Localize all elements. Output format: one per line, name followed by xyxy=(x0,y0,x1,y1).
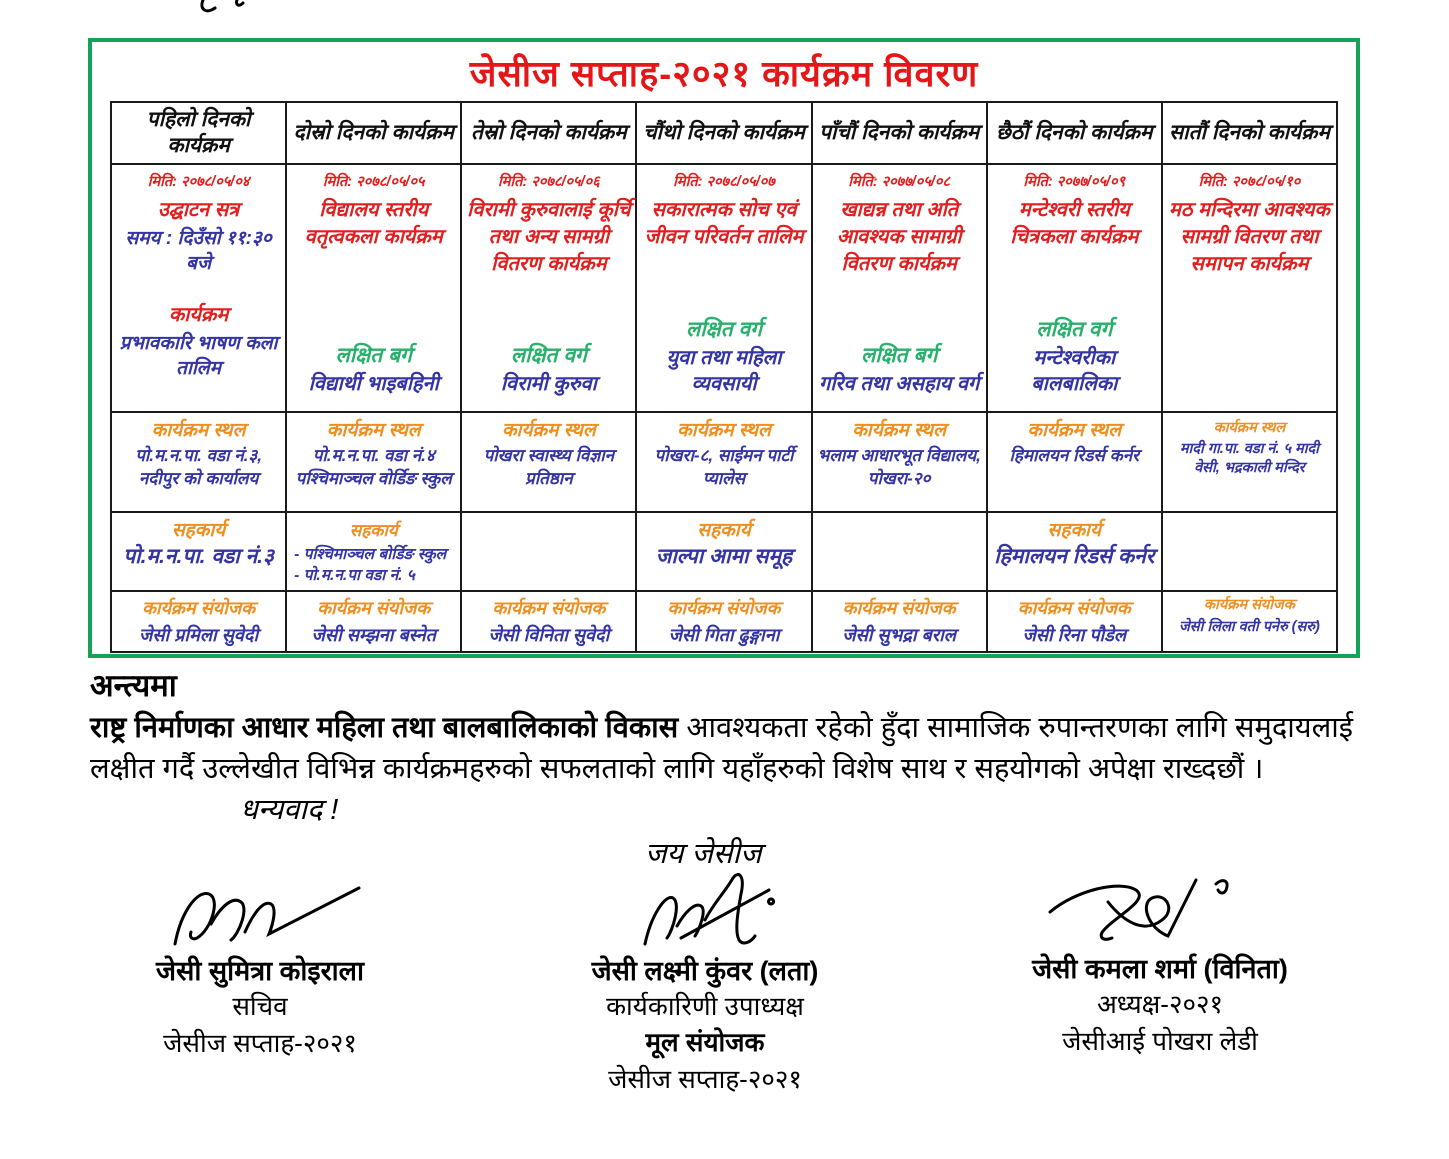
coordinator-day7: जेसी लिला वती पनेरु (सरु) xyxy=(1179,619,1320,635)
venue-label-day1: कार्यक्रम स्थल xyxy=(151,420,246,441)
venue-label-day6: कार्यक्रम स्थल xyxy=(1027,420,1122,441)
signature-block-vice-president xyxy=(515,868,895,1098)
coord-cell-day1 xyxy=(111,591,286,652)
coord-cell-day2 xyxy=(286,591,461,652)
coord-label-day5: कार्यक्रम संयोजक xyxy=(842,598,956,618)
collab-day2-line2: - पो.म.न.पा वडा नं. ५ xyxy=(294,567,415,584)
program-time-day1: समय : दिउँसो ११:३० बजे xyxy=(125,228,272,274)
coord-cell-day5 xyxy=(812,591,987,652)
signer-org-2: जेसीज सप्ताह-२०२१ xyxy=(608,1064,802,1094)
scan-cutoff-mark xyxy=(185,0,255,16)
closing-paragraph-rest: आवश्यकता रहेको हुँदा सामाजिक रुपान्तरणका लागि समुदायलाई लक्षीत गर्दै उल्लेखीत विभिन्न कार्यक्रमहरुको सफलताको लागि यहाँहरुको विशेष साथ र सहयोगको अपेक्षा राख्दछौं । xyxy=(90,712,1354,785)
venue-label-day4: कार्यक्रम स्थल xyxy=(677,420,771,441)
coord-cell-day7 xyxy=(1162,591,1337,652)
day-header-6: छैठौं दिनको कार्यक्रम xyxy=(996,121,1153,144)
venue-row xyxy=(111,412,1337,512)
signer-name-2: जेसी लक्ष्मी कुंवर (लता) xyxy=(591,956,819,986)
collab-label-day2: सहकार्य xyxy=(349,521,398,540)
collab-day2-line1: - पश्चिमाञ्चल बोर्डिङ स्कुल xyxy=(294,546,447,563)
schedule-frame xyxy=(88,38,1360,658)
venue-cell-day4 xyxy=(636,412,811,512)
target-day2: विद्यार्थी भाइबहिनी xyxy=(308,373,439,395)
collab-cell-day4 xyxy=(636,512,811,591)
closing-section xyxy=(90,664,1358,872)
header-row xyxy=(111,102,1337,164)
coord-label-day7: कार्यक्रम संयोजक xyxy=(1203,597,1295,613)
coord-label-day4: कार्यक्रम संयोजक xyxy=(667,598,781,618)
coordinator-day1: जेसी प्रमिला सुवेदी xyxy=(139,625,259,645)
jai-jaycees-text: जय जेसीज xyxy=(645,838,762,870)
target-label-day4: लक्षित वर्ग xyxy=(685,318,763,341)
signer-name-1: जेसी सुमित्रा कोइराला xyxy=(156,956,364,986)
day-header-3: तेस्रो दिनको कार्यक्रम xyxy=(470,121,627,144)
target-label-day5: लक्षित बर्ग xyxy=(860,344,938,367)
page-title: जेसीज सप्ताह-२०२१ कार्यक्रम विवरण xyxy=(469,53,979,94)
coord-label-day2: कार्यक्रम संयोजक xyxy=(317,598,431,618)
coordinator-day4: जेसी गिता ढुङ्गाना xyxy=(668,625,780,645)
target-label-day3: लक्षित वर्ग xyxy=(510,344,587,367)
target-day6: मन्टेश्वरीका बालबालिका xyxy=(1031,347,1118,395)
signer-name-3: जेसी कमला शर्मा (विनिता) xyxy=(1032,954,1288,984)
collab-label-day6: सहकार्य xyxy=(1047,520,1101,541)
target-day3: विरामी कुरुवा xyxy=(500,373,597,395)
collab-label-day1: सहकार्य xyxy=(171,520,226,541)
closing-paragraph-bold: राष्ट्र निर्माणका आधार महिला तथा बालबालिकाको विकास xyxy=(90,712,679,744)
day-header-1: पहिलो दिनको कार्यक्रम xyxy=(146,108,251,157)
program-day5: खाद्यन्न तथा अति आवश्यक सामाग्री वितरण कार्यक्रम xyxy=(836,199,962,275)
program-cell-day1 xyxy=(111,164,286,412)
signature-mark-2 xyxy=(585,868,825,954)
collab-cell-day1 xyxy=(111,512,286,591)
collab-cell-day7 xyxy=(1162,512,1337,591)
signer-role-1: सचिव xyxy=(232,991,288,1021)
signature-block-secretary xyxy=(95,878,425,1062)
collab-label-day4: सहकार्य xyxy=(697,520,751,541)
collab-day6: हिमालयन रिडर्स कर्नर xyxy=(994,545,1155,568)
date-day7: मिति: २०७८/०५/१० xyxy=(1198,174,1301,190)
target-label-day2: लक्षित बर्ग xyxy=(335,344,412,367)
coord-cell-day3 xyxy=(461,591,636,652)
thanks-text: धन्यवाद ! xyxy=(240,794,339,826)
program-day4: सकारात्मक सोच एवं जीवन परिवर्तन तालिम xyxy=(644,199,804,248)
closing-heading: अन्त्यमा xyxy=(90,668,177,703)
target-day5: गरिव तथा असहाय वर्ग xyxy=(818,373,980,395)
coord-label-day3: कार्यक्रम संयोजक xyxy=(492,598,606,618)
venue-cell-day6 xyxy=(987,412,1162,512)
coordinator-day3: जेसी विनिता सुवेदी xyxy=(488,625,610,645)
coord-label-day1: कार्यक्रम संयोजक xyxy=(142,598,256,618)
day-header-4: चौंथो दिनको कार्यक्रम xyxy=(643,121,805,144)
program-desc-day1: प्रभावकारि भाषण कला तालिम xyxy=(119,333,278,379)
venue-label-day7: कार्यक्रम स्थल xyxy=(1213,420,1286,436)
schedule-table xyxy=(110,101,1338,653)
venue-day2: पो.म.न.पा. वडा नं.४ पश्चिमाञ्चल वोर्डिङ स्कुल xyxy=(295,446,452,488)
signer-org-1: जेसीज सप्ताह-२०२१ xyxy=(163,1028,357,1058)
collab-cell-day6 xyxy=(987,512,1162,591)
coord-cell-day4 xyxy=(636,591,811,652)
venue-day3: पोखरा स्वास्थ्य विज्ञान प्रतिष्ठान xyxy=(483,446,615,488)
collab-cell-day2 xyxy=(286,512,461,591)
venue-cell-day5 xyxy=(812,412,987,512)
venue-day1: पो.म.न.पा. वडा नं.३, नदीपुर को कार्यालय xyxy=(135,446,262,488)
program-cell-day5 xyxy=(812,164,987,412)
program-day3: विरामी कुरुवालाई कूर्चि तथा अन्य सामग्री वितरण कार्यक्रम xyxy=(467,199,631,275)
date-day1: मिति: २०७८/०५/०४ xyxy=(147,174,250,190)
program-cell-day6 xyxy=(987,164,1162,412)
coordinator-row xyxy=(111,591,1337,652)
program-cell-day2 xyxy=(286,164,461,412)
signature-mark-1 xyxy=(145,878,375,954)
coord-cell-day6 xyxy=(987,591,1162,652)
day-header-2: दोस्रो दिनको कार्यक्रम xyxy=(293,121,454,144)
target-label-day6: लक्षित वर्ग xyxy=(1036,318,1113,341)
closing-paragraph xyxy=(90,708,1358,831)
venue-label-day3: कार्यक्रम स्थल xyxy=(501,420,596,441)
program-cell-day4 xyxy=(636,164,811,412)
collaboration-row xyxy=(111,512,1337,591)
venue-label-day5: कार्यक्रम स्थल xyxy=(852,420,947,441)
venue-day7: मादी गा.पा. वडा नं. ५ मादी वेसी, भद्रकाली मन्दिर xyxy=(1179,441,1319,476)
collab-cell-day5 xyxy=(812,512,987,591)
venue-cell-day1 xyxy=(111,412,286,512)
program-day7: मठ मन्दिरमा आवश्यक सामग्री वितरण तथा समापन कार्यक्रम xyxy=(1168,199,1330,275)
signature-mark-3 xyxy=(1020,872,1300,952)
date-day2: मिति: २०७८/०५/०५ xyxy=(322,174,425,190)
date-day6: मिति: २०७७/०५/०९ xyxy=(1023,174,1126,190)
coord-label-day6: कार्यक्रम संयोजक xyxy=(1017,598,1131,618)
venue-cell-day2 xyxy=(286,412,461,512)
program-cell-day7 xyxy=(1162,164,1337,412)
program-day6: मन्टेश्वरी स्तरीय चित्रकला कार्यक्रम xyxy=(1010,199,1139,248)
coordinator-day6: जेसी रिना पौडेल xyxy=(1022,625,1127,645)
venue-day4: पोखरा-८, साईमन पार्टी प्यालेस xyxy=(654,446,794,488)
venue-day6: हिमालयन रिडर्स कर्नर xyxy=(1009,446,1140,465)
coordinator-day2: जेसी सम्झना बस्नेत xyxy=(311,625,436,645)
signer-org-3: जेसीआई पोखरा लेडी xyxy=(1062,1026,1258,1056)
day-header-7: सातौं दिनको कार्यक्रम xyxy=(1168,121,1330,144)
program-row xyxy=(111,164,1337,412)
day-header-5: पाँचौं दिनको कार्यक्रम xyxy=(819,121,980,144)
date-day4: मिति: २०७८/०५/०७ xyxy=(673,174,775,190)
venue-label-day2: कार्यक्रम स्थल xyxy=(326,420,421,441)
signer-role-2b: मूल संयोजक xyxy=(645,1027,765,1057)
signer-role-3: अध्यक्ष-२०२१ xyxy=(1096,989,1224,1019)
program-day2: विद्यालय स्तरीय वतृत्वकला कार्यक्रम xyxy=(304,199,443,248)
venue-cell-day3 xyxy=(461,412,636,512)
coordinator-day5: जेसी सुभद्रा बराल xyxy=(842,625,956,645)
target-day4: युवा तथा महिला व्यवसायी xyxy=(666,347,782,395)
signature-block-president xyxy=(950,872,1370,1060)
program-title-day1: उद्घाटन सत्र xyxy=(157,199,240,221)
collab-day1: पो.म.न.पा. वडा नं.३ xyxy=(123,545,274,568)
signer-role-2: कार्यकारिणी उपाध्यक्ष xyxy=(606,991,804,1021)
collab-day4: जाल्पा आमा समूह xyxy=(655,545,793,568)
program-label-day1: कार्यक्रम xyxy=(168,304,229,326)
date-day3: मिति: २०७८/०५/०६ xyxy=(498,174,600,190)
program-cell-day3 xyxy=(461,164,636,412)
date-day5: मिति: २०७७/०५/०८ xyxy=(848,174,950,190)
venue-day5: भलाम आधारभूत विद्यालय, पोखरा-२० xyxy=(817,446,981,488)
collab-cell-day3 xyxy=(461,512,636,591)
venue-cell-day7 xyxy=(1162,412,1337,512)
